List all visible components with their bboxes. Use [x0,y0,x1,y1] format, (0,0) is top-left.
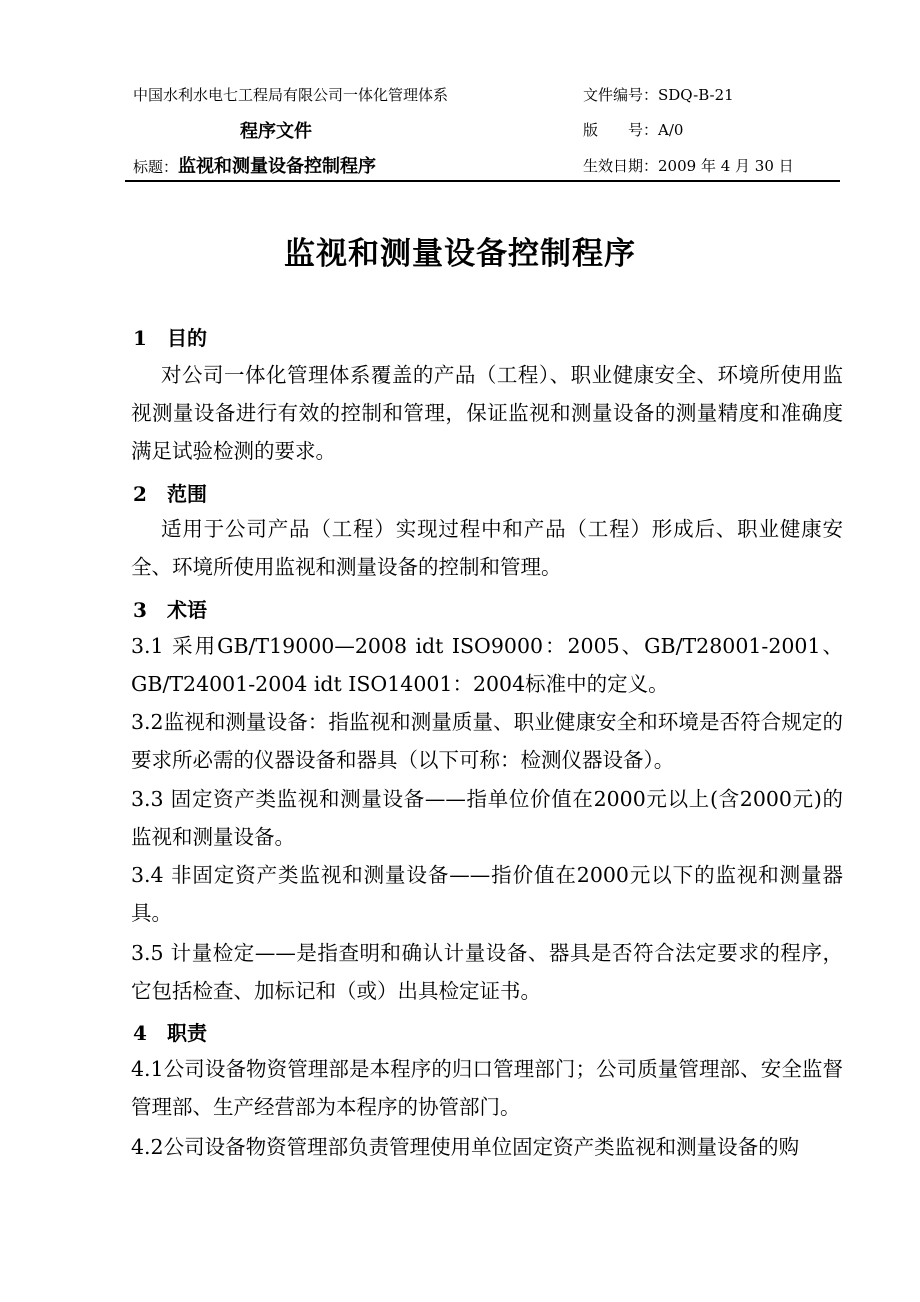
header-doc-number: 文件编号：SDQ-B-21 [583,86,734,104]
header-title [133,152,376,178]
header-version: 版 号：A/0 [583,121,684,139]
paragraph-scope: 适用于公司产品（工程）实现过程中和产品（工程）形成后、职业健康安全、环境所使用监视和测量设备的控制和管理。 [131,517,843,579]
header-title-value: 监视和测量设备控制程序 [178,156,377,177]
paragraph-resp-4-2: 4.2公司设备物资管理部负责管理使用单位固定资产类监视和测量设备的购 [131,1135,800,1159]
paragraph-term-3-5: 3.5 计量检定——是指查明和确认计量设备、器具是否符合法定要求的程序，它包括检查、加标记和（或）出具检定证书。 [131,941,843,1003]
header-divider [125,180,840,182]
header-organization: 中国水利水电七工程局有限公司一体化管理体系 [133,86,449,104]
section-number: 4 [133,1021,147,1045]
header-title-label: 标题： [133,158,179,176]
paragraph-term-3-3: 3.3 固定资产类监视和测量设备——指单位价值在2000元以上(含2000元)的监视和测量设备。 [131,787,843,849]
header-doc-type: 程序文件 [240,121,312,142]
section-title: 范围 [167,482,207,506]
section-heading-purpose [133,322,207,351]
section-number: 1 [133,326,147,350]
document-title: 监视和测量设备控制程序 [284,236,636,272]
section-title: 职责 [167,1021,207,1045]
paragraph-resp-4-1: 4.1公司设备物资管理部是本程序的归口管理部门；公司质量管理部、安全监督管理部、生产经营部为本程序的协管部门。 [131,1057,843,1119]
section-heading-responsibilities [133,1017,207,1046]
section-number: 2 [133,482,147,506]
section-heading-terms [133,594,207,623]
paragraph-term-3-4: 3.4 非固定资产类监视和测量设备——指价值在2000元以下的监视和测量器具。 [131,863,843,925]
section-heading-scope [133,478,207,507]
header-effective-date: 生效日期：2009 年 4 月 30 日 [583,157,794,175]
paragraph-term-3-2: 3.2监视和测量设备：指监视和测量质量、职业健康安全和环境是否符合规定的要求所必需的仪器设备和器具（以下可称：检测仪器设备）。 [131,710,843,772]
paragraph-term-3-1: 3.1 采用GB/T19000—2008 idt ISO9000：2005、GB/T28001-2001、GB/T24001-2004 idt ISO14001：2004标准中的定义。 [131,634,843,696]
paragraph-purpose: 对公司一体化管理体系覆盖的产品（工程）、职业健康安全、环境所使用监视测量设备进行有效的控制和管理，保证监视和测量设备的测量精度和准确度满足试验检测的要求。 [131,363,843,463]
section-title: 术语 [167,598,207,622]
section-number: 3 [133,598,147,622]
section-title: 目的 [167,326,207,350]
